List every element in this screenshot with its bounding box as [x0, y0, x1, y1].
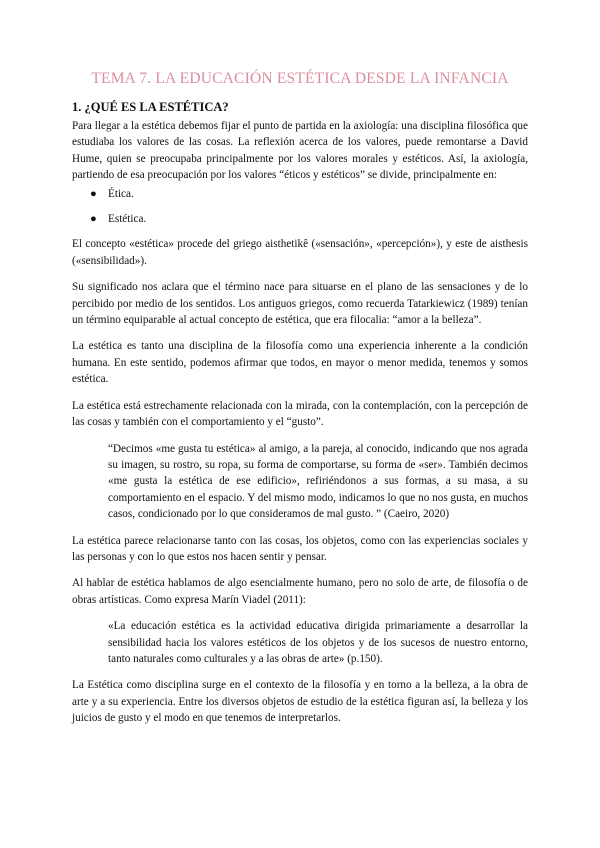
section-heading: 1. ¿QUÉ ES LA ESTÉTICA?: [72, 100, 229, 114]
list-item-text: Ética.: [108, 187, 134, 200]
paragraph-axiologia: Para llegar a la estética debemos fijar el punto de partida en la axiología: una disciplina filosófica que estudiaba los valores de las cosas. La reflexión acerca de los valores, puede remontarse a David Hume, quien se preocupaba principalmente por los valores morales y estéticos. Así, la axiología, partiendo de esa preocupación por los valores “éticos y estéticos” se divide, principalmente en:: [72, 120, 528, 182]
paragraph-estetica-disciplina: La Estética como disciplina surge en el contexto de la filosofía y en torno a la belleza, a la obra de arte y a su experiencia. Entre los diversos objetos de estudio de la estética figuran así, la belleza y los juicios de gusto y el modo en que tenemos de interpretarlos.: [72, 679, 528, 725]
values-list: [72, 186, 528, 228]
bullet-icon: ●: [90, 213, 97, 226]
list-item: [72, 186, 528, 202]
paragraph-relacion-cosas: La estética parece relacionarse tanto con las cosas, los objetos, como con las experiencias sociales y las personas y con lo que estos nos hacen sentir y pensar.: [72, 534, 528, 563]
quote-marin-viadel: [108, 618, 528, 667]
list-item-text: Estética.: [108, 213, 147, 226]
quote-caeiro: [108, 441, 528, 523]
quote-marin-viadel-text: «La educación estética es la actividad educativa dirigida primariamente a desarrollar la sensibilidad hacia los valores estéticos de los objetos y de los sucesos de nuestro entorno, tanto naturales como culturales y a las obras de arte» (p.150).: [108, 620, 528, 665]
list-item: [72, 211, 528, 227]
quote-caeiro-text: “Decimos «me gusta tu estética» al amigo, a la pareja, al conocido, indicando que nos agrada su imagen, su rostro, su ropa, su forma de comportarse, su forma de «ser». También decimos «me gusta la estética de ese edificio», refiriéndonos a sus formas, a su masa, a su comportamiento en el espacio. Y del mismo modo, indicamos lo que no nos gusta, en muchos casos, condicionado por lo que consideramos de mal gusto. ” (Caeiro, 2020): [108, 442, 528, 521]
paragraph-mirada: La estética está estrechamente relacionada con la mirada, con la contemplación, con la percepción de las cosas y también con el comportamiento y el “gusto”.: [72, 399, 528, 429]
paragraph-hablar-estetica: Al hablar de estética hablamos de algo esencialmente humano, pero no solo de arte, de filosofía o de obras artísticas. Como expresa Marín Viadel (2011):: [72, 577, 528, 606]
paragraph-disciplina: La estética es tanto una disciplina de la filosofía como una experiencia inherente a la condición humana. En este sentido, podemos afirmar que todos, en mayor o menor medida, tenemos y somos estética.: [72, 340, 528, 386]
paragraph-concepto-estetica: El concepto «estética» procede del griego aisthetikê («sensación», «percepción»), y este de aisthesis («sensibilidad»).: [72, 238, 528, 267]
bullet-icon: ●: [90, 187, 97, 200]
page-title: TEMA 7. LA EDUCACIÓN ESTÉTICA DESDE LA INFANCIA: [91, 70, 509, 87]
paragraph-significado: Su significado nos aclara que el término nace para situarse en el plano de las sensaciones y de lo percibido por medio de los sentidos. Los antiguos griegos, como recuerda Tatarkiewicz (1989) tenían un término equiparable al actual concepto de estética, que era filocalia: “amor a la belleza”.: [72, 281, 528, 327]
